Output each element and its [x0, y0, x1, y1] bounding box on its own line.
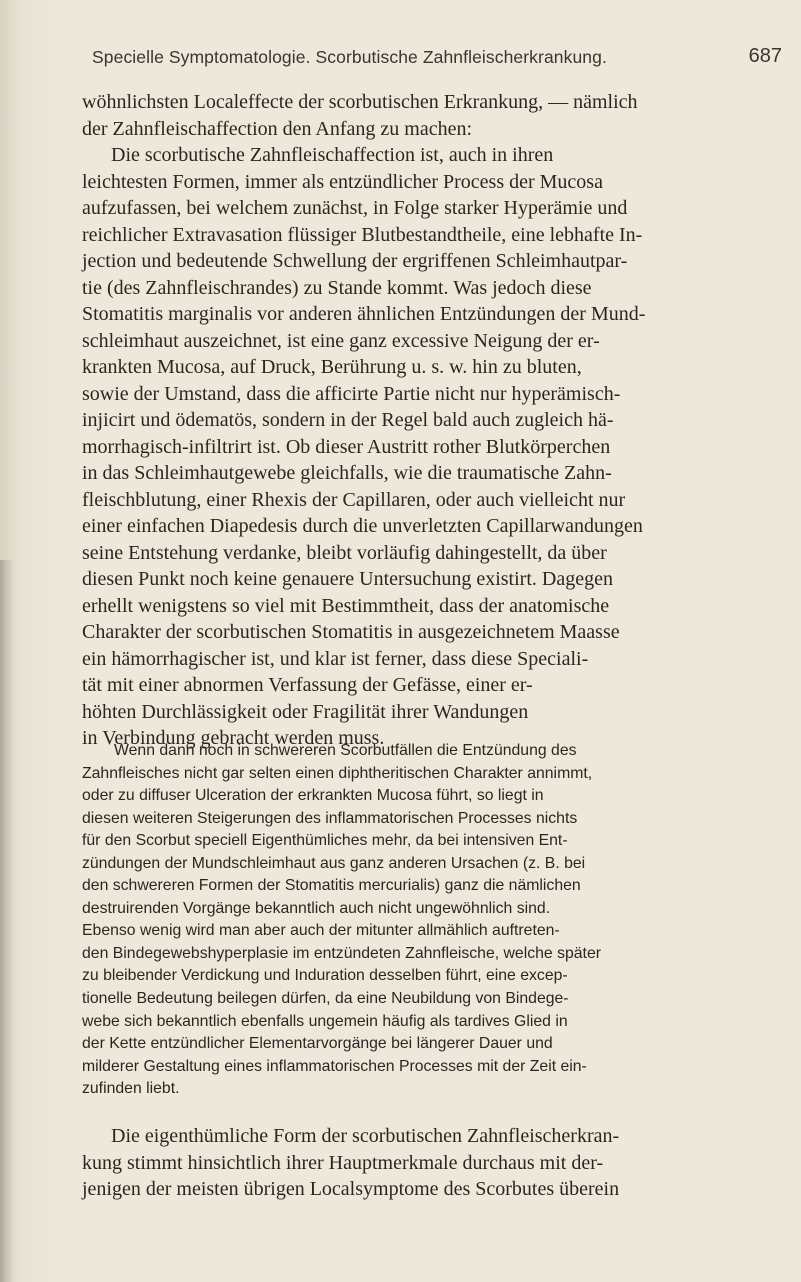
- text-line: sowie der Umstand, dass die afficirte Partie nicht nur hyperämisch-: [82, 382, 621, 405]
- text-line: einer einfachen Diapedesis durch die unverletzten Capillarwandungen: [82, 515, 643, 537]
- note-line: diesen weiteren Steigerungen des inflammatorischen Processes nichts: [82, 809, 578, 827]
- note-line: zu bleibender Verdickung und Induration desselben führt, eine excep-: [82, 967, 568, 985]
- text-line: schleimhaut auszeichnet, ist eine ganz excessive Neigung der er-: [82, 329, 600, 352]
- text-line: jenigen der meisten übrigen Localsymptome des Scorbutes überein: [82, 1178, 620, 1200]
- text-line: reichlicher Extravasation flüssiger Blutbestandtheile, eine lebhafte In-: [82, 223, 643, 246]
- text-line: morrhagisch-infiltrirt ist. Ob dieser Austritt rother Blutkörperchen: [82, 435, 611, 458]
- note-line: für den Scorbut speciell Eigenthümliches mehr, da bei intensiven Ent-: [82, 832, 568, 850]
- binding-shadow: [0, 560, 14, 1282]
- text-line: kung stimmt hinsichtlich ihrer Hauptmerkmale durchaus mit der-: [82, 1151, 604, 1174]
- text-line: erhellt wenigstens so viel mit Bestimmtheit, dass der anatomische: [82, 594, 610, 617]
- text-line: Die scorbutische Zahnfleischaffection ist, auch in ihren: [111, 144, 554, 166]
- note-line: destruirenden Vorgänge bekanntlich auch nicht ungewöhnlich sind.: [82, 899, 551, 917]
- text-line: tät mit einer abnormen Verfassung der Gefässe, einer er-: [82, 674, 533, 696]
- text-line: in Verbindung gebracht werden muss.: [82, 727, 385, 749]
- note-line: milderer Gestaltung eines inflammatorischen Processes mit der Zeit ein-: [82, 1057, 587, 1075]
- note-line: Zahnfleisches nicht gar selten einen diphtheritischen Charakter annimmt,: [82, 764, 593, 782]
- text-line: Stomatitis marginalis vor anderen ähnlichen Entzündungen der Mund-: [82, 303, 646, 325]
- text-line: der Zahnfleischaffection den Anfang zu machen:: [82, 117, 473, 140]
- running-title: Specielle Symptomatologie. Scorbutische Zahnfleischerkrankung.: [92, 47, 607, 67]
- main-text-block: [82, 89, 788, 752]
- text-line: leichtesten Formen, immer als entzündlicher Process der Mucosa: [82, 170, 603, 193]
- text-line: Charakter der scorbutischen Stomatitis in ausgezeichnetem Maasse: [82, 621, 620, 643]
- text-line: krankten Mucosa, auf Druck, Berührung u. s. w. hin zu bluten,: [82, 356, 582, 378]
- text-line: seine Entstehung verdanke, bleibt vorläufig dahingestellt, da über: [82, 541, 607, 564]
- text-line: aufzufassen, bei welchem zunächst, in Folge starker Hyperämie und: [82, 197, 628, 219]
- note-line: den Bindegewebshyperplasie im entzündeten Zahnfleische, welche später: [82, 944, 601, 962]
- text-line: jection und bedeutende Schwellung der ergriffenen Schleimhautpar-: [82, 250, 628, 272]
- text-line: diesen Punkt noch keine genauere Untersuchung existirt. Dagegen: [82, 568, 613, 590]
- note-line: Wenn dann noch in schwereren Scorbutfällen die Entzündung des: [114, 742, 577, 759]
- text-line: fleischblutung, einer Rhexis der Capillaren, oder auch vielleicht nur: [82, 488, 626, 511]
- text-line: wöhnlichsten Localeffecte der scorbutischen Erkrankung, — nämlich: [82, 91, 638, 113]
- text-line: injicirt und ödematös, sondern in der Regel bald auch zugleich hä-: [82, 409, 614, 431]
- text-line: ein hämorrhagischer ist, und klar ist ferner, dass diese Speciali-: [82, 647, 589, 670]
- note-line: tionelle Bedeutung beilegen dürfen, da eine Neubildung von Bindege-: [82, 990, 569, 1008]
- note-line: der Kette entzündlicher Elementarvorgänge bei längerer Dauer und: [82, 1035, 553, 1053]
- note-line: Ebenso wenig wird man aber auch der mitunter allmählich auftreten-: [82, 922, 560, 940]
- text-line: tie (des Zahnfleischrandes) zu Stande kommt. Was jedoch diese: [82, 276, 592, 299]
- text-line: höhten Durchlässigkeit oder Fragilität ihrer Wandungen: [82, 700, 529, 723]
- note-line: den schwereren Formen der Stomatitis mercurialis) ganz die nämlichen: [82, 877, 581, 895]
- closing-paragraph: [82, 1123, 788, 1203]
- text-line: in das Schleimhautgewebe gleichfalls, wie die traumatische Zahn-: [82, 462, 612, 484]
- text-line: Die eigenthümliche Form der scorbutischen Zahnfleischerkran-: [111, 1125, 620, 1147]
- note-line: oder zu diffuser Ulceration der erkrankten Mucosa führt, so liegt in: [82, 787, 544, 805]
- note-line: zündungen der Mundschleimhaut aus ganz anderen Ursachen (z. B. bei: [82, 854, 586, 872]
- small-print-note: [82, 740, 788, 1101]
- running-head: [92, 47, 782, 75]
- page-number: 687: [748, 45, 782, 67]
- note-line: webe sich bekanntlich ebenfalls ungemein häufig als tardives Glied in: [82, 1012, 568, 1030]
- note-line: zufinden liebt.: [82, 1080, 180, 1098]
